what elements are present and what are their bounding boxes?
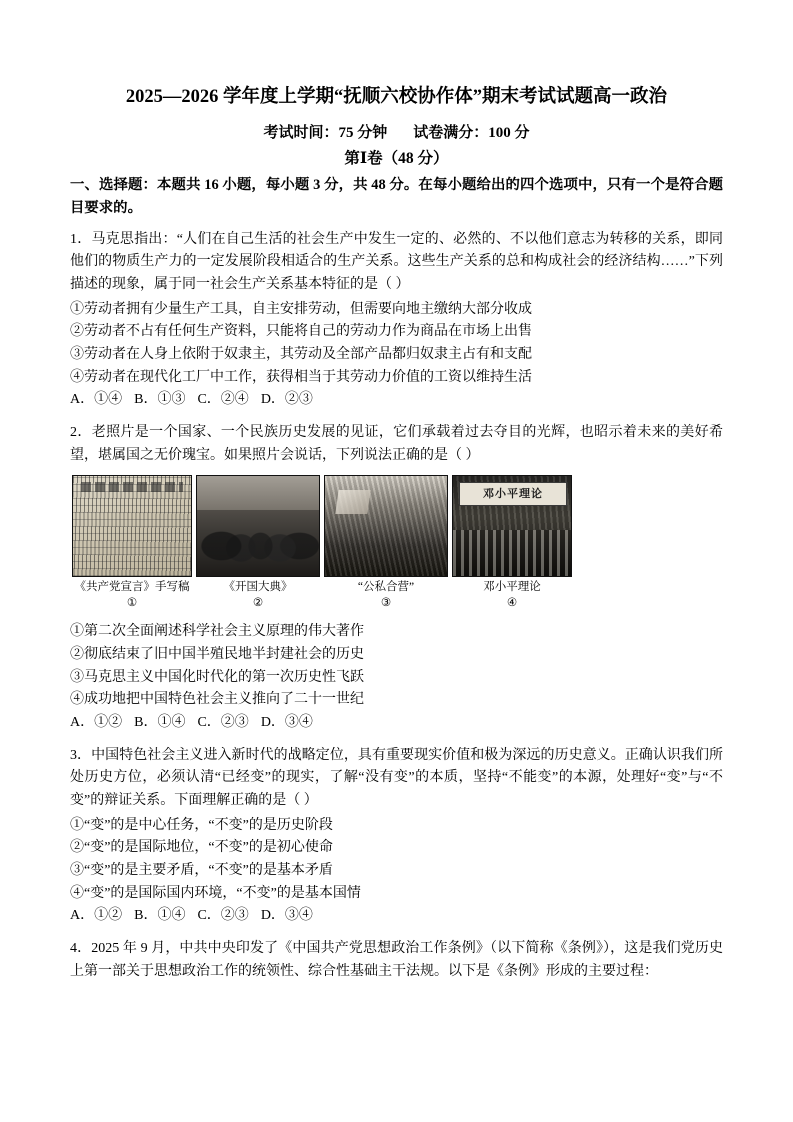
photo-caption-4 [452,580,572,611]
question-2-item-2: ②彻底结束了旧中国半殖民地半封建社会的历史 [70,646,364,662]
question-2-option-a[interactable]: A．①② [70,714,123,730]
part-one-instructions-text: 一、选择题：本题共 16 小题，每小题 3 分，共 48 分。在每小题给出的四个选项中，只有一个是符合题目要求的。 [70,176,723,217]
question-3-item-4: ④“变”的是国际国内环境，“不变”的是基本国情 [70,885,361,901]
exam-time: 考试时间：75 分钟 [263,124,388,141]
page-title: 2025—2026 学年度上学期“抚顺六校协作体”期末考试试题高一政治 [125,87,668,107]
photo-caption-1-text: 《共产党宣言》手写稿 [74,581,190,594]
photo-caption-3-text: “公私合营” [357,581,415,594]
photo-caption-3 [324,580,448,611]
question-2-option-c[interactable]: C．②③ [197,714,249,730]
question-1-item-4: ④劳动者在现代化工厂中工作，获得相当于其劳动力价值的工资以维持生活 [70,369,532,385]
question-2 [70,422,723,467]
photo-caption-4-text: 邓小平理论 [483,581,541,594]
question-2-option-b[interactable]: B．①④ [134,714,186,730]
photo-caption-4-number: ④ [506,596,518,609]
question-1-option-b[interactable]: B．①③ [134,392,186,408]
photo-deng-xiaoping-theory [452,475,572,577]
question-3-stem: 中国特色社会主义进入新时代的战略定位，具有重要现实价值和极为深远的历史意义。正确认识我们所处历史方位，必须认清“已经变”的现实，了解“没有变”的本质，坚持“不能变”的本源，处理好“变”与“不变”的辩证关系。下面理解正确的是（ ） [70,747,724,808]
photo-founding-ceremony [196,475,320,577]
photo-public-private-joint-operation [324,475,448,577]
photo-caption-2 [196,580,320,611]
photo-crowd-area [453,530,571,576]
question-3-item-2: ②“变”的是国际地位，“不变”的是初心使命 [70,840,333,856]
photo-caption-1-number: ① [126,596,138,609]
section-heading: 第Ⅰ卷（48 分） [344,149,449,167]
photo-caption-3-number: ③ [380,596,392,609]
exam-meta [70,121,723,142]
question-2-item-4: ④成功地把中国特色社会主义推向了二十一世纪 [70,692,364,708]
photo-caption-row [70,580,723,611]
photo-caption-2-text: 《开国大典》 [223,581,293,594]
question-3-item-3: ③“变”的是主要矛盾，“不变”的是基本矛盾 [70,863,333,879]
question-1-item-3: ③劳动者在人身上依附于奴隶主，其劳动及全部产品都归奴隶主占有和支配 [70,346,532,362]
question-3-option-b[interactable]: B．①④ [134,908,186,924]
question-1 [70,229,723,297]
question-3-option-c[interactable]: C．②③ [197,908,249,924]
photo-caption-2-number: ② [252,596,264,609]
question-2-stem: 老照片是一个国家、一个民族历史发展的见证，它们承载着过去夺目的光辉，也昭示着未来的美好希望，堪属国之无价瑰宝。如果照片会说话，下列说法正确的是（ ） [70,424,724,463]
question-3-option-d[interactable]: D．③④ [260,908,313,924]
question-4-number: 4． [70,941,92,957]
question-3-option-a[interactable]: A．①② [70,908,123,924]
question-1-number: 1． [70,231,92,247]
question-1-option-a[interactable]: A．①④ [70,392,123,408]
photo-communist-manifesto-manuscript [72,475,192,577]
question-4-stem: 2025 年 9 月，中共中央印发了《中国共产党思想政治工作条例》（以下简称《条例》），这是我们党历史上第一部关于思想政治工作的统领性、综合性基础主干法规。以下是《条例》形成的主要过程： [70,941,723,979]
question-2-number: 2． [70,424,92,440]
question-3-number: 3． [70,747,92,763]
question-2-photo-strip [70,475,723,611]
photo-banner-text: 邓小平理论 [459,482,567,506]
question-1-options [70,389,723,412]
question-3-item-1: ①“变”的是中心任务，“不变”的是历史阶段 [70,817,333,833]
question-2-item-3: ③马克思主义中国化时代化的第一次历史性飞跃 [70,669,364,685]
question-3-options [70,905,723,928]
question-2-options [70,712,723,735]
question-1-stem: 马克思指出：“人们在自己生活的社会生产中发生一定的、必然的、不以他们意志为转移的关系，即同他们的物质生产力的一定发展阶段相适合的生产关系。这些生产关系的总和构成社会的经济结构……”下列描述的现象，属于同一社会生产关系基本特征的是（ ） [70,231,724,292]
part-one-instructions [70,174,723,221]
photo-row [70,475,723,577]
question-1-option-c[interactable]: C．②④ [197,392,249,408]
question-2-item-1: ①第二次全面阐述科学社会主义原理的伟大著作 [70,624,364,640]
question-1-item-1: ①劳动者拥有少量生产工具，自主安排劳动，但需要向地主缴纳大部分收成 [70,301,532,317]
question-1-item-2: ②劳动者不占有任何生产资料，只能将自己的劳动力作为商品在市场上出售 [70,324,532,340]
exam-total-score: 试卷满分：100 分 [413,124,530,141]
question-1-option-d[interactable]: D．②③ [260,392,313,408]
question-2-option-d[interactable]: D．③④ [260,714,313,730]
question-3 [70,745,723,813]
question-4 [70,938,723,983]
photo-caption-1 [72,580,192,611]
